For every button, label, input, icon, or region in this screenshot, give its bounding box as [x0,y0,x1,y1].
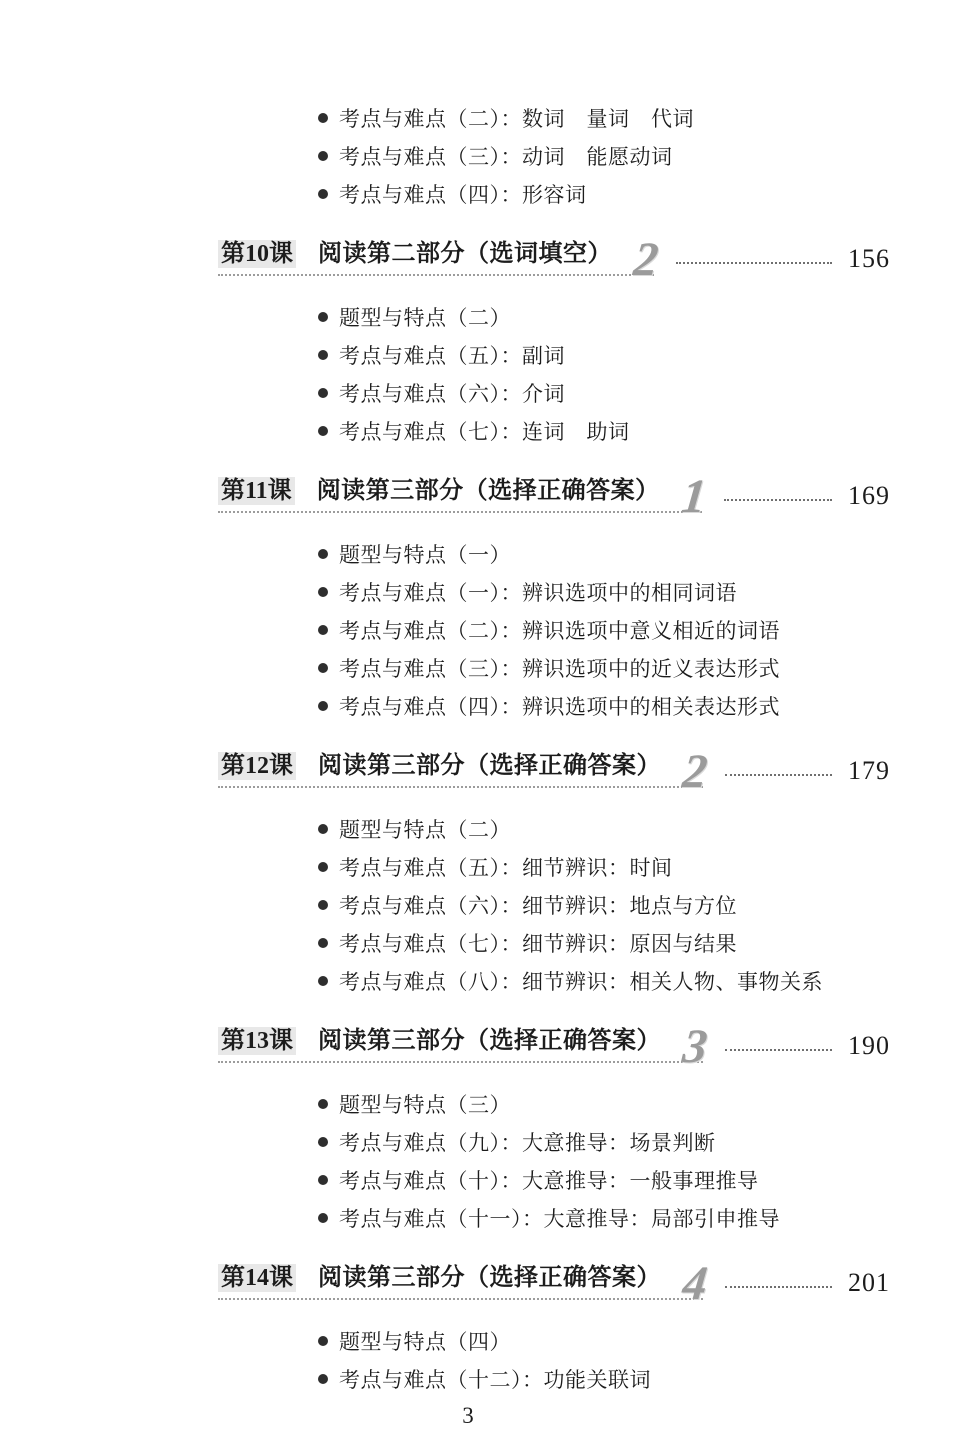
bullet-icon [318,151,328,161]
toc-item-label: 考点与难点（五）：副词 [339,344,565,368]
lesson-badge: 第11课 [218,477,295,505]
bullet-icon [318,976,328,986]
toc-item [318,137,890,175]
toc-item [318,649,890,687]
bullet-icon [318,1374,328,1384]
bullet-icon [318,1175,328,1185]
heading-main [218,1020,710,1073]
section-item-list [218,1085,890,1237]
heading-main [218,233,661,286]
toc-item-label: 考点与难点（六）：细节辨识：地点与方位 [339,894,737,918]
toc-item-label: 考点与难点（七）：连词 助词 [339,420,630,444]
section-page-number: 156 [848,244,890,273]
section-title: 阅读第三部分（选择正确答案） [316,478,660,504]
toc-section-lesson-10 [218,233,890,450]
section-title: 阅读第三部分（选择正确答案） [318,1265,661,1291]
dot-leader [725,1286,832,1288]
toc-item [318,1360,890,1398]
bullet-icon [318,113,328,123]
bullet-icon [318,625,328,635]
toc-item-label: 考点与难点（十二）：功能关联词 [339,1368,651,1392]
toc-item [318,336,890,374]
toc-item-label: 题型与特点（三） [339,1093,511,1117]
toc-item [318,1123,890,1161]
section-heading [218,1257,890,1310]
section-ordinal-numeral: 2 [631,233,661,286]
bullet-icon [318,900,328,910]
toc-item [318,535,890,573]
toc-item-label: 考点与难点（九）：大意推导：场景判断 [339,1131,716,1155]
toc-item [318,924,890,962]
bullet-icon [318,1137,328,1147]
section-item-list [218,298,890,450]
dot-leader [676,262,832,264]
bullet-icon [318,587,328,597]
section-item-list [218,1322,890,1398]
toc-item-label: 考点与难点（七）：细节辨识：原因与结果 [339,932,737,956]
toc-section-lesson-14 [218,1257,890,1398]
bullet-icon [318,312,328,322]
page-footer [0,1403,948,1429]
section-page-number: 201 [848,1268,890,1297]
toc-item-label: 考点与难点（三）：动词 能愿动词 [339,145,673,169]
lesson-badge: 第13课 [218,1027,296,1055]
toc-item-label: 题型与特点（二） [339,818,511,842]
toc-item [318,810,890,848]
section-heading [218,233,890,286]
lesson-badge: 第10课 [218,240,296,268]
toc-item [318,412,890,450]
toc-item [318,573,890,611]
section-item-list [218,810,890,1000]
bullet-icon [318,189,328,199]
toc-item [318,298,890,336]
toc-item [318,374,890,412]
toc-item [318,848,890,886]
bullet-icon [318,663,328,673]
bullet-icon [318,388,328,398]
toc-item [318,962,890,1000]
toc-item [318,1085,890,1123]
toc-section-lesson-11 [218,470,890,725]
toc-item-label: 考点与难点（八）：细节辨识：相关人物、事物关系 [339,970,823,994]
toc-item-label: 题型与特点（四） [339,1330,511,1354]
heading-main [218,1257,710,1310]
section-heading [218,745,890,798]
section-title: 阅读第二部分（选词填空） [318,241,612,267]
toc-item-label: 题型与特点（二） [339,306,511,330]
bullet-icon [318,701,328,711]
bullet-icon [318,426,328,436]
section-page-number: 190 [848,1031,890,1060]
toc-item-label: 考点与难点（四）：辨识选项中的相关表达形式 [339,695,780,719]
section-item-list [218,535,890,725]
footer-page-number: 3 [462,1403,474,1428]
toc-item-label: 考点与难点（二）：辨识选项中意义相近的词语 [339,619,780,643]
toc-item-label: 考点与难点（四）：形容词 [339,183,587,207]
toc-item [318,99,890,137]
toc-item-label: 考点与难点（二）：数词 量词 代词 [339,107,694,131]
toc-item [318,175,890,213]
toc-item-label: 考点与难点（三）：辨识选项中的近义表达形式 [339,657,780,681]
section-ordinal-numeral: 4 [680,1257,710,1310]
toc-item [318,1161,890,1199]
toc-item-label: 考点与难点（五）：细节辨识：时间 [339,856,673,880]
section-ordinal-numeral: 1 [678,470,709,523]
heading-main [218,745,710,798]
section-heading [218,1020,890,1073]
bullet-icon [318,1213,328,1223]
dot-leader [725,1049,832,1051]
toc-item [318,1322,890,1360]
section-heading [218,470,890,523]
toc-section-lesson-12 [218,745,890,1000]
toc-item-label: 考点与难点（十一）：大意推导：局部引申推导 [339,1207,780,1231]
toc-item [318,611,890,649]
bullet-icon [318,1336,328,1346]
toc-item-label: 考点与难点（十）：大意推导：一般事理推导 [339,1169,759,1193]
toc-item [318,687,890,725]
lesson-badge: 第14课 [218,1264,296,1292]
section-page-number: 179 [848,756,890,785]
toc-item [318,1199,890,1237]
section-title: 阅读第三部分（选择正确答案） [318,753,661,779]
toc-item-label: 考点与难点（六）：介词 [339,382,565,406]
toc-item-label: 题型与特点（一） [339,543,511,567]
heading-main [218,470,709,523]
toc-section-lesson-13 [218,1020,890,1237]
dot-leader [725,774,832,776]
bullet-icon [318,549,328,559]
bullet-icon [318,824,328,834]
toc-item [318,886,890,924]
section-ordinal-numeral: 2 [680,745,710,798]
lesson-badge: 第12课 [218,752,296,780]
toc-item-label: 考点与难点（一）：辨识选项中的相同词语 [339,581,737,605]
bullet-icon [318,938,328,948]
section-ordinal-numeral: 3 [680,1020,710,1073]
bullet-icon [318,350,328,360]
bullet-icon [318,1099,328,1109]
intro-item-list [218,99,890,213]
bullet-icon [318,862,328,872]
section-page-number: 169 [848,481,890,510]
section-title: 阅读第三部分（选择正确答案） [318,1028,661,1054]
dot-leader [724,499,832,501]
